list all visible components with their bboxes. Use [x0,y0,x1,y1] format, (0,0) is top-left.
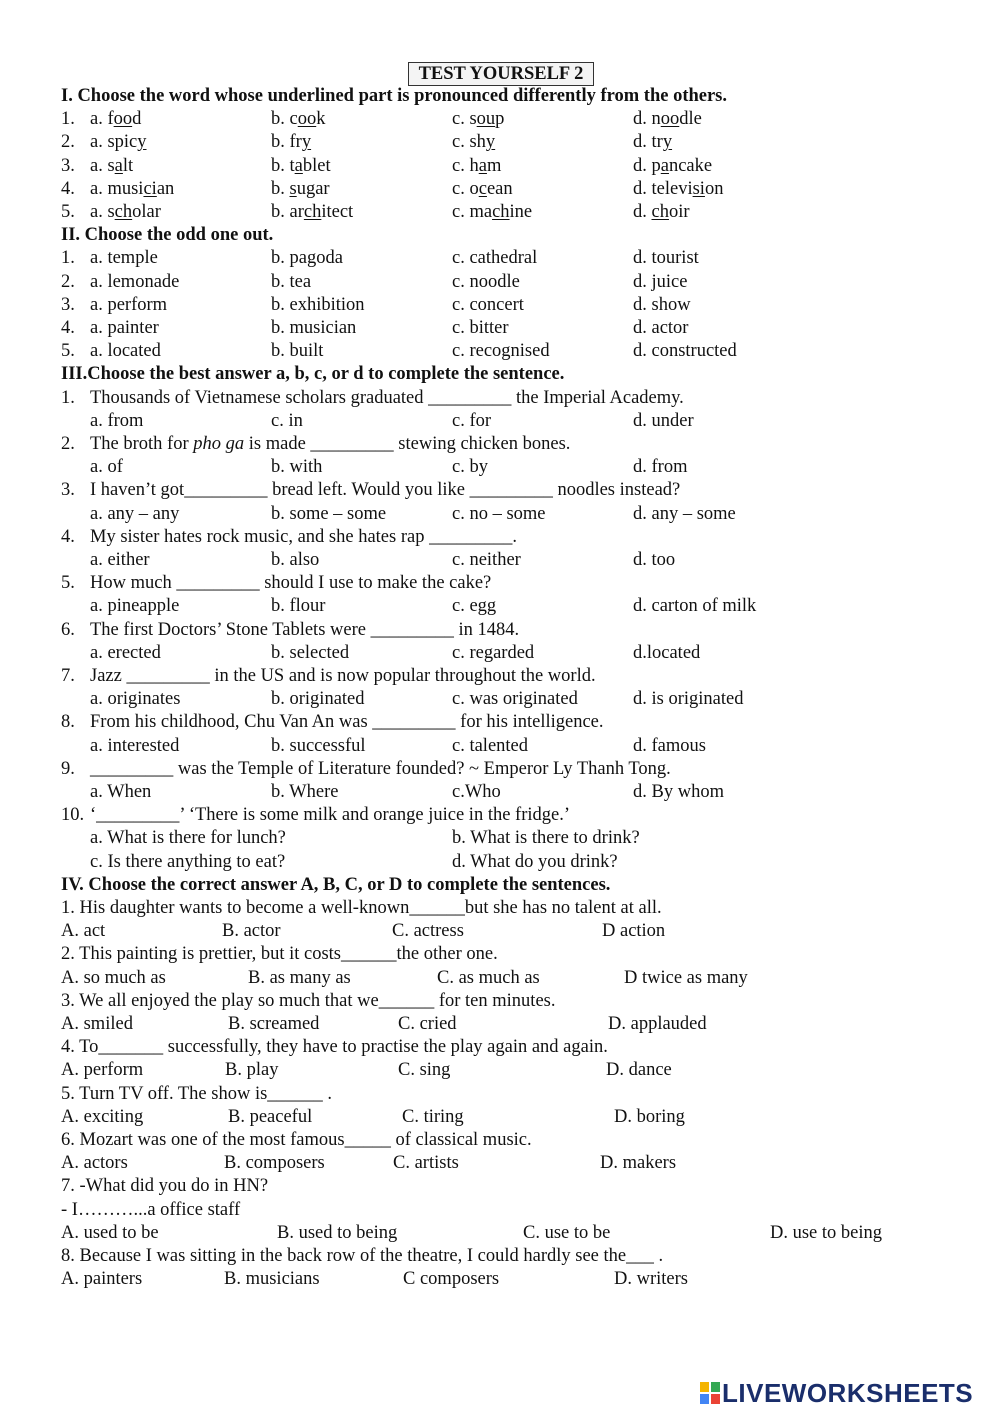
underlined-sound: a [294,155,303,176]
answer-option: B. peaceful [228,1106,313,1127]
answer-option: d. show [633,294,691,315]
answer-option: D. applauded [608,1014,707,1034]
answer-option: d. juice [633,271,688,292]
answer-option: b. successful [271,735,366,756]
answer-option: a. interested [90,735,180,756]
answer-option: a. from [90,410,144,431]
underlined-sound: ch [114,202,133,222]
question-text: The broth for pho ga is made _________ stewing chicken bones. [90,434,571,454]
question-text: 1. His daughter wants to become a well-known______but she has no talent at all. [61,898,662,918]
answer-option: B. as many as [248,967,351,988]
answer-option: b. also [271,550,320,570]
answer-option: c. ham [452,155,502,176]
question-number: 2. [61,132,75,153]
question-number: 4. [61,526,75,547]
answer-option: a. What is there for lunch? [90,828,286,849]
answer-option: b. Where [271,782,339,802]
underlined-sound: oo [113,109,133,130]
liveworksheets-logo [700,1377,974,1408]
answer-option: b. tablet [271,155,331,176]
underlined-sound: a [478,155,487,176]
answer-option: C. artists [393,1153,459,1174]
question-number: 3. [61,155,75,176]
answer-option: b. some – some [271,503,387,524]
answer-option: c. machine [452,202,533,222]
underlined-sound: a [660,155,669,176]
underlined-sound: oo [297,109,317,130]
answer-option: a. pineapple [90,596,180,617]
answer-option: b. selected [271,642,350,663]
answer-option: d. try [633,132,673,153]
answer-option: d. under [633,410,694,431]
answer-option: d. any – some [633,503,736,524]
question-number: 5. [61,573,75,594]
answer-option: c. ocean [452,178,513,199]
answer-option: B. actor [222,921,281,942]
answer-option: c. noodle [452,271,520,292]
question-text: 6. Mozart was one of the most famous_____ of classical music. [61,1130,532,1150]
answer-option: b. cook [271,109,326,130]
answer-option: a. perform [90,294,168,315]
answer-option: c. for [452,410,492,431]
question-number: 8. [61,712,75,733]
answer-option: b. pagoda [271,248,343,269]
brand-name: LIVEWORKSHEETS [722,1377,974,1408]
answer-option: b. originated [271,689,365,710]
answer-option: c. neither [452,550,521,570]
answer-option: A. actors [61,1153,128,1174]
answer-option: a. originates [90,689,181,710]
question-number: 2. [61,271,75,292]
underlined-sound: ci [143,178,157,199]
answer-option: d. from [633,457,688,478]
answer-option: D. dance [606,1060,672,1081]
underlined-sound: y [301,132,312,153]
question-text: I haven’t got_________ bread left. Would you like _________ noodles instead? [90,480,681,501]
underlined-sound: ch [651,202,669,222]
answer-option: B. musicians [224,1269,320,1290]
answer-option: a. of [90,457,123,478]
underlined-sound: ou [476,109,496,130]
answer-option: a. musician [90,178,175,199]
answer-option: b. architect [271,202,354,222]
underlined-sound: c [478,178,487,199]
answer-option: b. tea [271,271,312,292]
answer-option: d. By whom [633,782,724,802]
answer-option: c. bitter [452,318,509,338]
question-number: 5. [61,341,75,362]
answer-option: a. When [90,782,152,802]
answer-option: c.Who [452,782,501,802]
answer-option: C. tiring [402,1106,464,1127]
question-text: How much _________ should I use to make the cake? [90,573,492,594]
answer-option: a. any – any [90,503,180,524]
answer-option: D. writers [614,1269,688,1290]
answer-option: d. tourist [633,248,699,269]
answer-option: c. by [452,457,488,478]
question-text: 7. -What did you do in HN? [61,1176,269,1197]
question-text: ‘_________’ ‘There is some milk and orange juice in the fridge.’ [90,805,570,826]
answer-option: D. makers [600,1153,677,1174]
answer-option: D. use to being [770,1222,883,1243]
answer-option: a. temple [90,248,158,269]
answer-option: d. famous [633,735,706,756]
question-number: 3. [61,294,75,315]
underlined-sound: y [485,132,496,153]
answer-option: c. no – some [452,503,546,524]
answer-option: c. Is there anything to eat? [90,851,286,872]
answer-option: C. cried [398,1014,457,1034]
question-number: 1. [61,248,75,269]
answer-option: c. regarded [452,642,535,663]
answer-option: b. flour [271,596,326,617]
answer-option: b. built [271,341,324,362]
question-text: 3. We all enjoyed the play so much that we______ for ten minutes. [61,990,556,1011]
answer-option: a. erected [90,642,161,663]
underlined-sound: ch [303,202,322,222]
answer-option: C. actress [392,921,464,942]
question-text: _________ was the Temple of Literature founded? ~ Emperor Ly Thanh Tong. [90,758,671,779]
question-text: The first Doctors’ Stone Tablets were _________ in 1484. [90,619,520,640]
question-number: 6. [61,619,75,640]
question-text: 5. Turn TV off. The show is______ . [61,1083,333,1104]
question-text: My sister hates rock music, and she hates rap _________. [90,526,517,547]
answer-option: A. used to be [61,1222,159,1243]
answer-option: A. smiled [61,1014,133,1034]
underlined-sound: s [289,178,297,199]
answer-option: C. sing [398,1060,451,1081]
underlined-sound: ch [492,202,510,222]
question-text: 2. This painting is prettier, but it costs______the other one. [61,944,498,965]
question-number: 1. [61,109,75,130]
section-1-heading: I. Choose the word whose underlined part is pronounced differently from the others. [61,86,728,106]
answer-option: d. What do you drink? [452,851,618,872]
underlined-sound: y [662,132,673,153]
section-4-heading: IV. Choose the correct answer A, B, C, or D to complete the sentences. [61,874,611,895]
answer-option: a. lemonade [90,271,180,292]
answer-option: A. exciting [61,1106,144,1127]
underlined-sound: oo [660,109,680,130]
answer-option: a. scholar [90,202,161,222]
question-number: 10. [61,805,85,826]
answer-option: a. either [90,550,150,570]
question-text: 4. To_______ successfully, they have to practise the play again and again. [61,1037,608,1058]
answer-option: c. talented [452,735,529,756]
underlined-sound: si [692,178,705,199]
answer-option: d. noodle [633,109,702,130]
question-text: Jazz _________ in the US and is now popular throughout the world. [90,666,596,686]
question-text: From his childhood, Chu Van An was _________ for his intelligence. [90,712,604,733]
question-number: 4. [61,318,75,338]
answer-option: D action [602,921,666,942]
answer-option: D. boring [614,1106,685,1127]
answer-option: B. play [225,1060,279,1081]
answer-option: c. in [271,410,303,431]
answer-option: d. pancake [633,155,713,176]
underlined-sound: y [137,132,147,153]
answer-option: B. screamed [228,1014,320,1034]
answer-option: d.located [633,642,701,663]
underlined-sound: a [114,155,123,176]
question-number: 9. [61,758,75,779]
answer-option: a. food [90,109,142,130]
question-number: 5. [61,202,75,222]
answer-option: a. spicy [90,132,147,153]
answer-option: a. salt [90,155,134,176]
answer-option: c. shy [452,132,496,153]
question-number: 4. [61,178,75,199]
answer-option: d. is originated [633,689,744,710]
question-text: - I………...a office staff [61,1199,241,1220]
answer-option: b. sugar [271,178,330,199]
answer-option: A. act [61,921,106,942]
section-2-heading: II. Choose the odd one out. [61,225,274,246]
answer-option: C composers [403,1269,500,1290]
answer-option: c. cathedral [452,248,538,269]
question-number: 7. [61,666,75,686]
answer-option: b. exhibition [271,294,365,315]
answer-option: C. as much as [437,967,540,988]
page-title: TEST YOURSELF 2 [408,62,594,86]
liveworksheets-logo-icon [700,1382,720,1404]
answer-option: b. musician [271,318,357,338]
answer-option: c. concert [452,294,524,315]
answer-option: c. recognised [452,341,550,362]
answer-option: d. actor [633,318,689,338]
answer-option: D twice as many [624,967,748,988]
question-number: 1. [61,387,75,408]
answer-option: c. egg [452,596,497,617]
answer-option: a. located [90,341,161,362]
answer-option: b. What is there to drink? [452,828,640,849]
answer-option: B. used to being [277,1222,398,1243]
answer-option: b. fry [271,132,312,153]
answer-option: A. perform [61,1060,144,1081]
answer-option: d. carton of milk [633,596,757,617]
answer-option: c. was originated [452,689,578,710]
section-3-heading: III.Choose the best answer a, b, c, or d to complete the sentence. [61,364,565,385]
answer-option: b. with [271,457,323,478]
answer-option: a. painter [90,318,159,338]
question-number: 3. [61,480,75,501]
answer-option: d. too [633,550,676,570]
answer-option: C. use to be [523,1222,611,1243]
answer-option: A. so much as [61,967,166,988]
answer-option: B. composers [224,1153,325,1174]
answer-option: c. soup [452,109,505,130]
answer-option: d. choir [633,202,690,222]
answer-option: d. constructed [633,341,737,362]
question-text: Thousands of Vietnamese scholars graduated _________ the Imperial Academy. [90,387,684,408]
answer-option: A. painters [61,1269,143,1290]
question-text: 8. Because I was sitting in the back row of the theatre, I could hardly see the___ . [61,1246,664,1266]
answer-option: d. television [633,178,724,199]
question-number: 2. [61,434,75,454]
